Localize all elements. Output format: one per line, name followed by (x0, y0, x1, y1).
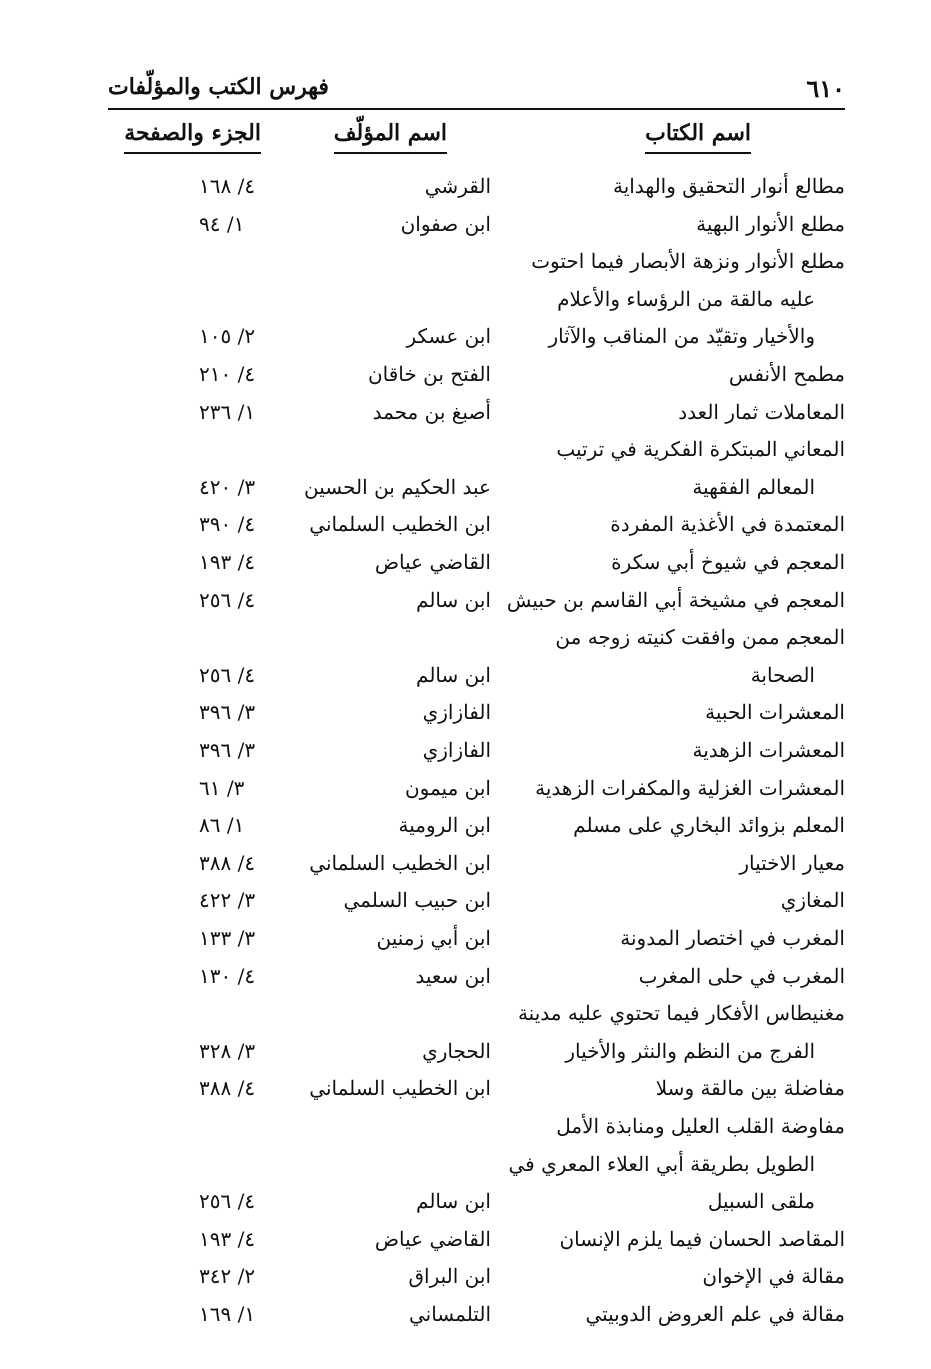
entry-part-page: ١/ ٨٦ (199, 813, 245, 838)
entry-title-line: المعتمدة في الأغذية المفردة (610, 512, 845, 537)
entry-title-line: المعاني المبتكرة الفكرية في ترتيب (556, 437, 845, 462)
entry-title-line: مطلع الأنوار البهية (696, 211, 845, 236)
entry-title-line: المعالم الفقهية (692, 474, 815, 499)
entry-title-line: مطالع أنوار التحقيق والهداية (613, 174, 845, 198)
entry-title-line: الصحابة (750, 662, 815, 687)
entry-author: القرشي (424, 174, 491, 198)
entry-part-page: ٣/ ٣٢٨ (199, 1038, 256, 1063)
entry-author: ابن صفوان (400, 211, 491, 236)
entry-part-page: ٤/ ٣٩٠ (199, 512, 256, 537)
entry-author: التلمساني (408, 1302, 491, 1326)
entry-part-page: ٤/ ٢٥٦ (199, 1189, 256, 1214)
entry-part-page: ٣/ ٤٢٢ (199, 888, 256, 913)
entry-author: أصبغ بن محمد (372, 399, 491, 424)
entry-part-page: ٤/ ٣٨٨ (199, 1076, 256, 1101)
entry-title-line: مفاضلة بين مالقة وسلا (655, 1076, 845, 1101)
entry-author: ابن ميمون (404, 775, 491, 800)
entry-title-line: مقالة في علم العروض الدوبيتي (585, 1302, 845, 1326)
entry-title-line: الطويل بطريقة أبي العلاء المعري في (508, 1151, 815, 1176)
entry-title-line: مفاوضة القلب العليل ومنابذة الأمل (556, 1114, 845, 1138)
entry-title-line: المعجم في مشيخة أبي القاسم بن حبيش (506, 587, 845, 612)
entry-title-line: المغرب في حلى المغرب (638, 963, 845, 988)
entry-part-page: ٤/ ١٩٣ (199, 550, 256, 574)
entry-author: ابن سالم (416, 587, 491, 612)
page-header (108, 66, 845, 110)
entry-author: ابن البراق (408, 1264, 491, 1289)
entry-title-line: المعجم ممن وافقت كنيته زوجه من (555, 625, 845, 650)
entry-part-page: ٤/ ٢٥٦ (199, 587, 256, 612)
entry-title-line: مطلع الأنوار ونزهة الأبصار فيما احتوت (531, 249, 845, 274)
entry-part-page: ٤/ ٣٨٨ (199, 850, 256, 875)
entry-author: الفازازي (422, 700, 491, 725)
entry-title-line: مغنيطاس الأفكار فيما تحتوي عليه مدينة (517, 1001, 845, 1026)
entry-part-page: ٣/ ٤٢٠ (199, 474, 256, 499)
entry-title-line: عليه مالقة من الرؤساء والأعلام (557, 286, 815, 311)
entry-title-line: المعجم في شيوخ أبي سكرة (611, 550, 845, 574)
entry-title-line: المعاملات ثمار العدد (678, 399, 845, 424)
entry-author: ابن الرومية (398, 813, 491, 838)
entry-author: ابن سالم (416, 662, 491, 687)
entry-title-line: المعشرات الزهدية (692, 738, 845, 762)
entry-title-line: المعشرات الغزلية والمكفرات الزهدية (535, 775, 845, 800)
entry-author: القاضي عياض (374, 550, 491, 574)
entry-title-line: المغازي (780, 888, 845, 913)
column-header-title: اسم الكتاب (645, 120, 751, 154)
entry-author: ابن سعيد (415, 963, 491, 988)
entry-author: ابن أبي زمنين (376, 926, 491, 950)
entry-author: ابن حبيب السلمي (343, 888, 491, 913)
column-header-author: اسم المؤلّف (334, 120, 447, 154)
entry-title-line: المقاصد الحسان فيما يلزم الإنسان (559, 1226, 845, 1251)
entry-author: الفتح بن خاقان (367, 362, 491, 386)
entry-author: الحجاري (422, 1038, 491, 1063)
entry-part-page: ٣/ ١٣٣ (199, 926, 256, 950)
entry-part-page: ٢/ ٣٤٢ (199, 1264, 256, 1289)
entry-author: ابن الخطيب السلماني (309, 850, 491, 875)
entry-author: ابن عسكر (406, 324, 491, 349)
entry-part-page: ١/ ٢٣٦ (199, 399, 256, 424)
entry-part-page: ٤/ ١٣٠ (199, 963, 256, 988)
entry-title-line: مقالة في الإخوان (702, 1264, 845, 1289)
entry-author: ابن الخطيب السلماني (309, 1076, 491, 1101)
entry-title-line: المغرب في اختصار المدونة (620, 926, 845, 950)
entry-part-page: ٤/ ١٦٨ (199, 174, 256, 198)
entry-part-page: ٤/ ٢١٠ (199, 362, 256, 386)
entry-title-line: والأخيار وتقيّد من المناقب والآثار (548, 324, 815, 349)
entry-title-line: ملقى السبيل (707, 1189, 815, 1214)
entry-title-line: معيار الاختيار (739, 850, 845, 875)
entry-author: ابن سالم (416, 1189, 491, 1214)
entry-part-page: ٣/ ٦١ (199, 775, 245, 800)
entry-title-line: المعشرات الحبية (705, 700, 845, 725)
page-number: ٦١٠ (806, 74, 845, 103)
entry-title-line: الفرج من النظم والنثر والأخيار (565, 1038, 815, 1063)
entry-part-page: ١/ ١٦٩ (199, 1302, 256, 1326)
running-title: فهرس الكتب والمؤلّفات (108, 74, 329, 100)
entry-author: القاضي عياض (374, 1226, 491, 1251)
entry-part-page: ١/ ٩٤ (199, 211, 245, 236)
entry-part-page: ٣/ ٣٩٦ (199, 738, 256, 762)
entry-author: عبد الحكيم بن الحسين (304, 474, 491, 499)
entry-author: الفازازي (422, 738, 491, 762)
entry-part-page: ٤/ ٢٥٦ (199, 662, 256, 687)
entry-author: ابن الخطيب السلماني (309, 512, 491, 537)
column-header-part-page: الجزء والصفحة (124, 120, 261, 154)
entry-part-page: ٢/ ١٠٥ (199, 324, 256, 349)
entry-title-line: مطمح الأنفس (728, 362, 845, 386)
entry-title-line: المعلم بزوائد البخاري على مسلم (573, 813, 845, 838)
entry-part-page: ٣/ ٣٩٦ (199, 700, 256, 725)
entry-part-page: ٤/ ١٩٣ (199, 1226, 256, 1251)
